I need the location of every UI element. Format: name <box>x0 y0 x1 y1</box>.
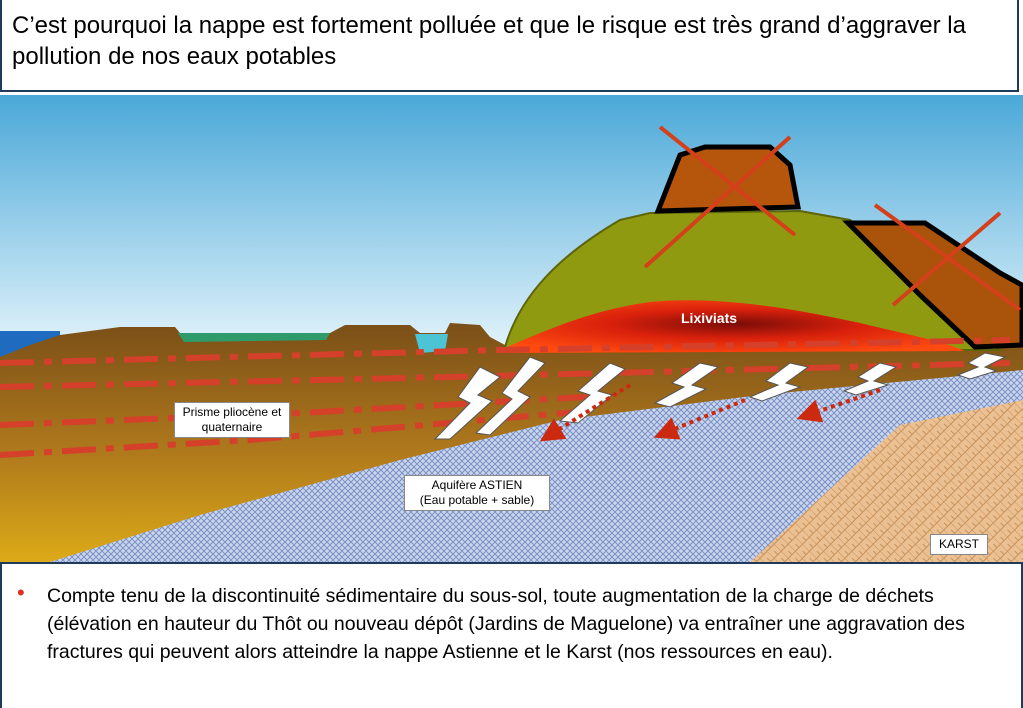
prisme-label <box>174 402 290 438</box>
aquifere-line1: Aquifère ASTIEN <box>431 478 523 492</box>
bullet-dot-icon: • <box>17 580 25 605</box>
lixiviats-label: Lixiviats <box>681 310 738 326</box>
geology-diagram <box>0 95 1023 562</box>
slide-title: C’est pourquoi la nappe est fortement polluée et que le risque est très grand d’aggraver la pollution de nos eaux potables <box>12 12 966 70</box>
prisme-text: Prisme pliocène et quaternaire <box>182 405 282 434</box>
aquifere-line2: (Eau potable + sable) <box>419 493 535 507</box>
karst-label: KARST <box>930 534 988 555</box>
title-box <box>0 0 1019 92</box>
bullet-box <box>0 562 1023 708</box>
bullet-text: Compte tenu de la discontinuité sédimentaire du sous-sol, toute augmentation de la charge de déchets (élévation en hauteur du Thôt ou nouveau dépôt (Jardins de Maguelone) va entraîner une aggravation des fractures qui peuvent alors atteindre la nappe Astienne et le Karst (nos ressources en eau). <box>47 585 965 663</box>
aquifere-label <box>404 475 550 511</box>
